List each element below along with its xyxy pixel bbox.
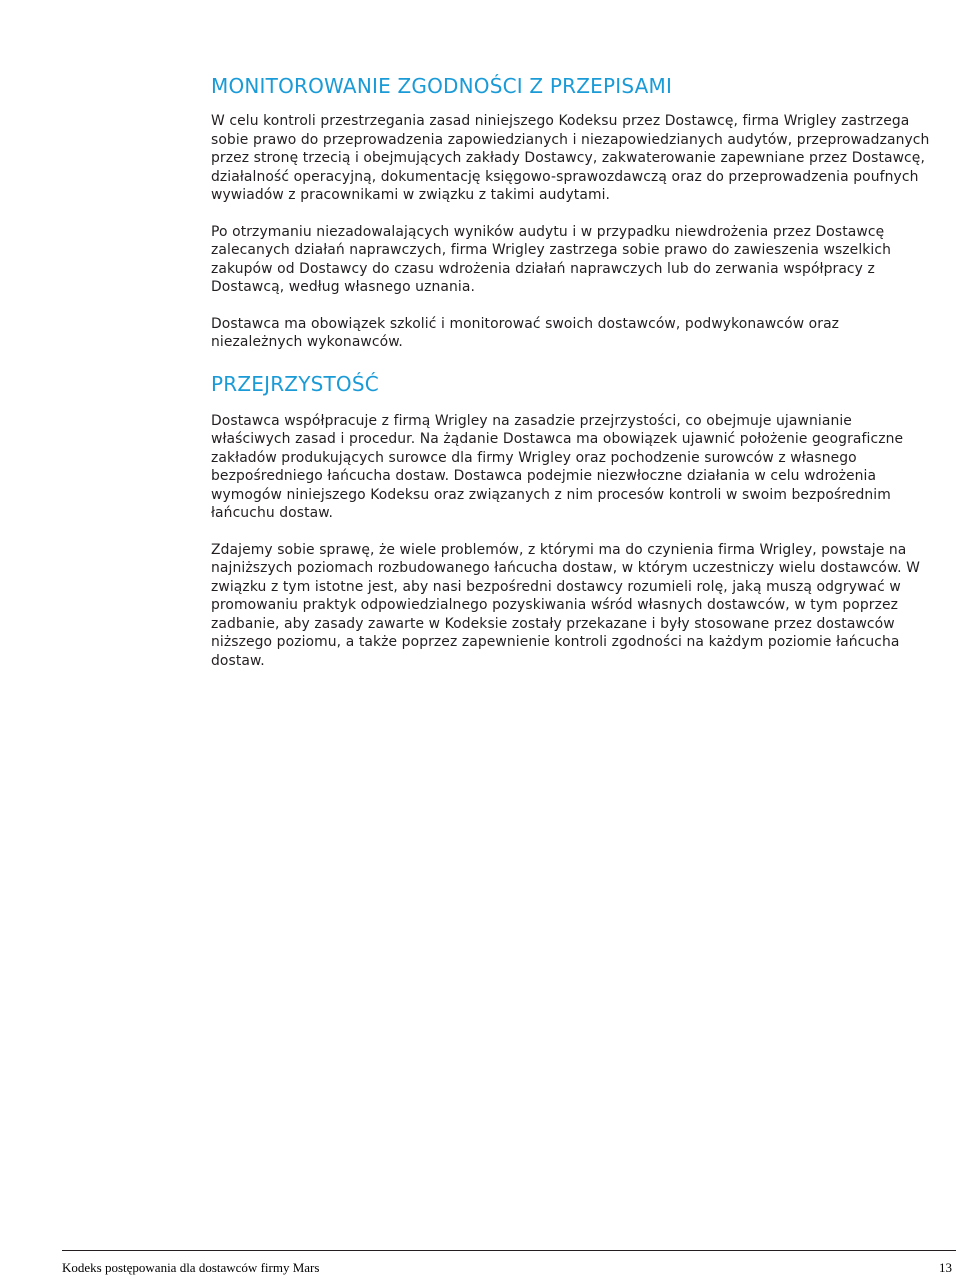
page-footer (62, 1250, 956, 1279)
paragraph: Dostawca ma obowiązek szkolić i monitorować swoich dostawców, podwykonawców oraz niezależnych wykonawców. (211, 315, 840, 350)
footer-document-title: Kodeks postępowania dla dostawców firmy Mars (62, 1260, 320, 1275)
paragraph: Po otrzymaniu niezadowalających wyników audytu i w przypadku niewdrożenia przez Dostawcę zalecanych działań naprawczych, firma Wrigley zastrzega sobie prawo do zawieszenia wszelkich zakupów od Dostawcy do czasu wdrożenia działań naprawczych lub do zerwania współpracy z Dostawcą, według własnego uznania. (211, 223, 892, 295)
paragraph: Dostawca współpracuje z firmą Wrigley na zasadzie przejrzystości, co obejmuje ujawnianie właściwych zasad i procedur. Na żądanie Dostawca ma obowiązek ujawnić położenie geograficzne zakładów produkujących surowce dla firmy Wrigley oraz pochodzenie surowców z własnego bezpośredniego łańcucha dostaw. Dostawca podejmie niezwłoczne działania w celu wdrożenia wymogów niniejszego Kodeksu oraz związanych z nim procesów kontroli w swoim bezpośrednim łańcuchu dostaw. (211, 412, 904, 521)
section-heading-compliance-monitoring: MONITOROWANIE ZGODNOŚCI Z PRZEPISAMI (211, 74, 673, 98)
paragraph: Zdajemy sobie sprawę, że wiele problemów, z którymi ma do czynienia firma Wrigley, powstaje na najniższych poziomach rozbudowanego łańcucha dostaw, w którym uczestniczy wielu dostawców. W związku z tym istotne jest, aby nasi bezpośredni dostawcy rozumieli rolę, jaką muszą odgrywać w promowaniu praktyk odpowiedzialnego pozyskiwania wśród własnych dostawców, w tym poprzez zadbanie, aby zasady zawarte w Kodeksie zostały przekazane i były stosowane przez dostawców niższego poziomu, a także poprzez zapewnienie kontroli zgodności na każdym poziomie łańcucha dostaw. (211, 541, 920, 669)
paragraph: W celu kontroli przestrzegania zasad niniejszego Kodeksu przez Dostawcę, firma Wrigley zastrzega sobie prawo do przeprowadzenia zapowiedzianych i niezapowiedzianych audytów, przeprowadzanych przez stronę trzecią i obejmujących zakłady Dostawcy, zakwaterowanie zapewniane przez Dostawcę, działalność operacyjną, dokumentację księgowo-sprawozdawczą oraz do przeprowadzenia poufnych wywiadów z pracownikami w związku z takimi audytami. (211, 113, 930, 203)
page-number: 13 (939, 1260, 952, 1275)
page-content (211, 72, 931, 688)
section-heading-transparency: PRZEJRZYSTOŚĆ (211, 371, 379, 396)
